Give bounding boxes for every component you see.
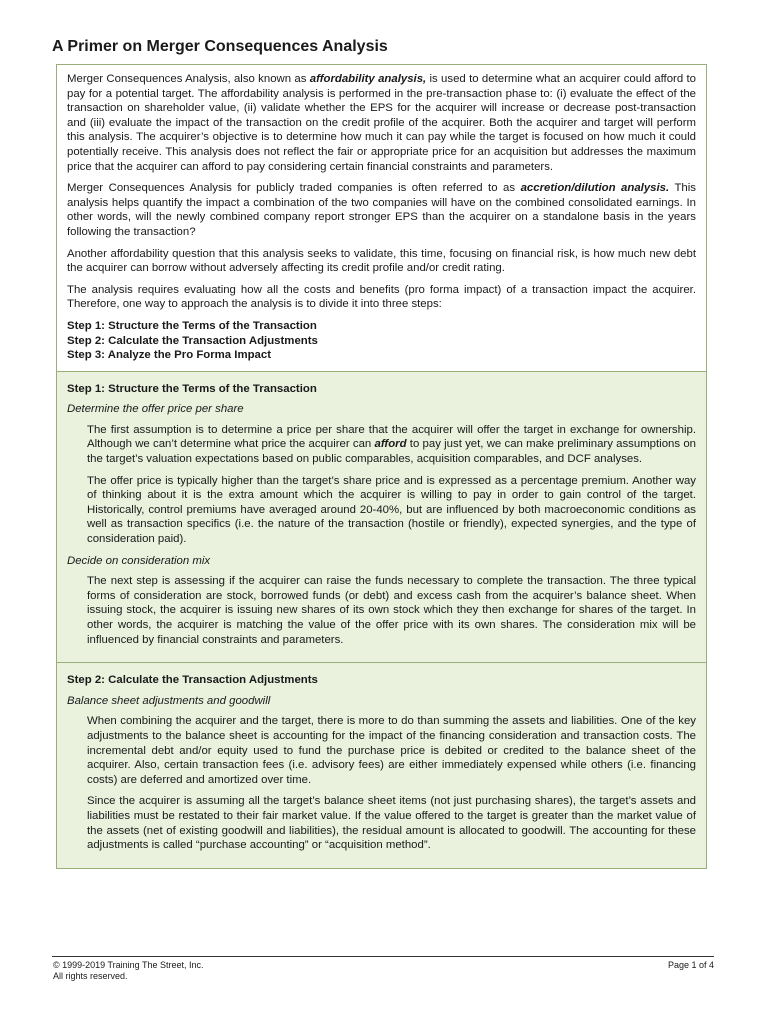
step-list-item-3: Step 3: Analyze the Pro Forma Impact [67,349,272,362]
rights-text: All rights reserved. [53,971,128,981]
content-frame [56,64,707,869]
page-title: A Primer on Merger Consequences Analysis [52,38,388,55]
emphasis-afford: afford [374,438,407,451]
text-run: The first assumption is to determine a price per share that the acquirer will offer the target in exchange for ownership. Although we can’t determine what price the acquirer can [87,423,696,451]
intro-section [57,65,706,371]
step1-subheading-consideration-mix: Decide on consideration mix [67,554,211,567]
text-run: is used to determine what an acquirer could afford to pay for a potential target. The affordability analysis is performed in the pre-transaction phase to: (i) evaluate the effect of the transaction on shareholder value, (ii) validate whether the EPS for the acquirer will increase or decrease post-transaction and (iii) evaluate the impact of the transaction on the credit profile of the acquirer. Both the acquirer and target will perform this analysis. The acquirer’s objective is to determine how much it can pay while the target is focused on how much it could potentially receive. This analysis does not reflect the fair or appropriate price for an acquisition but addresses the maximum price that the acquirer can afford to pay considering certain financial constraints and parameters. [67,73,696,173]
footer-divider [52,956,714,957]
copyright-text: © 1999-2019 Training The Street, Inc. [53,960,204,970]
text-run: to pay just yet, we can make preliminary assumptions on the target’s valuation expectations based on public comparables, acquisition comparables, and DCF analyses. [87,438,696,466]
text-run: This analysis helps quantify the impact a combination of the two companies will have on the combined consolidated earnings. In other words, will the newly combined company report stronger EPS than the acquirer on a standalone basis in the years following the transaction? [67,182,696,238]
intro-paragraph-2 [67,181,696,239]
text-run: Merger Consequences Analysis, also known as [67,73,310,85]
footer-copyright [53,960,204,982]
step2-subheading-balance-sheet: Balance sheet adjustments and goodwill [67,694,271,707]
step2-heading: Step 2: Calculate the Transaction Adjustments [67,674,318,687]
step1-paragraph-3: The next step is assessing if the acquirer can raise the funds necessary to complete the transaction. The three typical forms of consideration are stock, borrowed funds (or debt) and excess cash from the acquirer’s balance sheet. When issuing stock, the acquirer is issuing new shares of its own stock which they then exchange for shares of the target. In other words, the acquirer is matching the value of the offer price with its own shares. The consideration mix will be influenced by financial constraints and parameters. [87,575,696,646]
step-list-item-2: Step 2: Calculate the Transaction Adjustments [67,334,318,347]
text-run: Merger Consequences Analysis for publicly traded companies is often referred to as [67,182,521,195]
step1-heading: Step 1: Structure the Terms of the Transaction [67,382,317,395]
page-number: Page 1 of 4 [667,960,714,970]
step1-paragraph-1 [87,423,696,467]
intro-paragraph-1 [67,72,696,174]
intro-paragraph-3: Another affordability question that this analysis seeks to validate, this time, focusing on financial risk, is how much new debt the acquirer can borrow without adversely affecting its credit profile and/or credit rating. [67,247,696,275]
steps-list [67,319,696,363]
step1-subheading-offer-price: Determine the offer price per share [67,403,244,416]
emphasis-accretion-dilution: accretion/dilution analysis. [520,182,670,195]
step-list-item-1: Step 1: Structure the Terms of the Transaction [67,319,317,332]
intro-paragraph-4: The analysis requires evaluating how all the costs and benefits (pro forma impact) of a transaction impact the acquirer. Therefore, one way to approach the analysis is to divide it into three steps: [67,283,696,311]
step2-section [57,662,706,868]
emphasis-affordability: affordability analysis, [309,73,427,85]
step2-paragraph-2: Since the acquirer is assuming all the target’s balance sheet items (not just purchasing shares), the target’s assets and liabilities must be restated to their fair market value. If the value offered to the target is greater than the market value of the assets (net of existing goodwill and liabilities), the residual amount is allocated to goodwill. The accounting for these adjustments is called “purchase accounting” or “acquisition method”. [87,795,696,852]
step1-section [57,371,706,663]
step2-paragraph-1: When combining the acquirer and the target, there is more to do than summing the assets and liabilities. One of the key adjustments to the balance sheet is accounting for the impact of the financing consideration and transaction costs. The incremental debt and/or equity used to fund the purchase price is debited or credited to the balance sheet of the acquirer. Also, certain transaction fees (i.e. advisory fees) are either immediately expensed while others (i.e. financing costs) are deferred and amortized over time. [87,715,696,786]
step1-paragraph-2: The offer price is typically higher than the target’s share price and is expressed as a percentage premium. Another way of thinking about it is the extra amount which the acquirer is willing to pay in order to gain control of the target. Historically, control premiums have averaged around 20-40%, but are influenced by both macroeconomic conditions as well as transaction specifics (i.e. the nature of the transaction (hostile or friendly), expected synergies, and the type of consideration paid). [87,474,696,546]
